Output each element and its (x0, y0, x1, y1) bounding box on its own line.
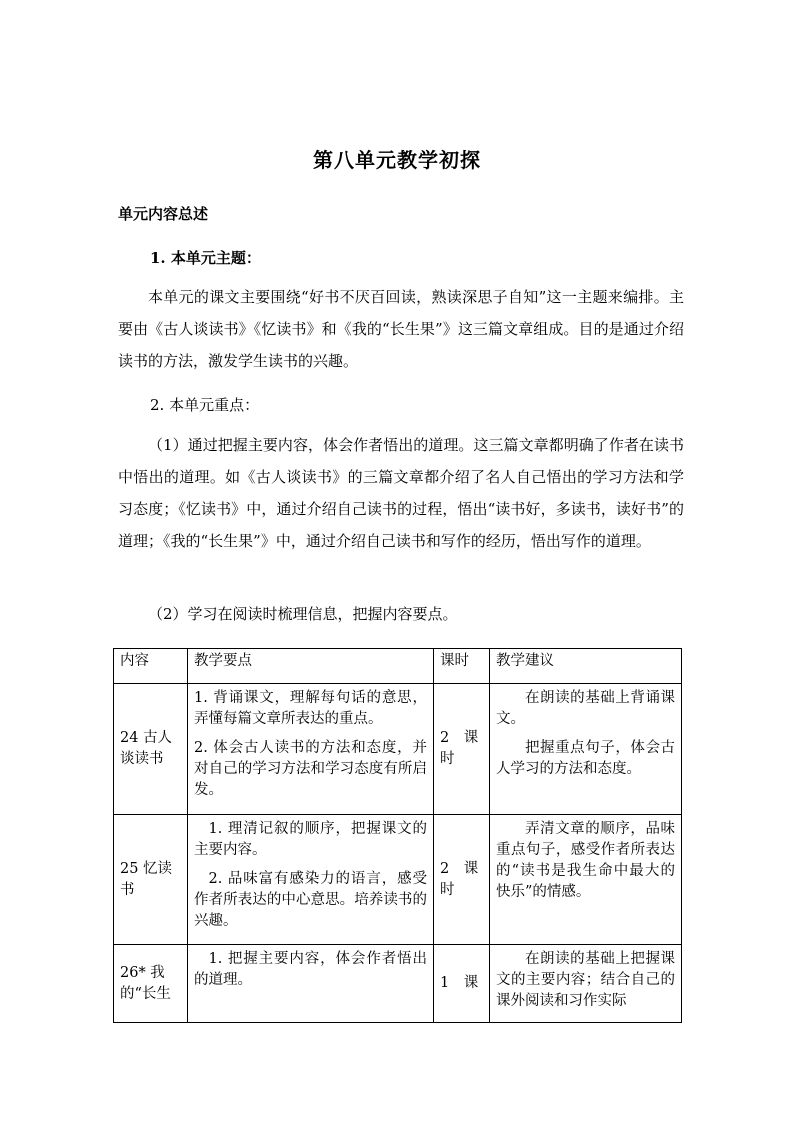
theme-heading: 1. 本单元主题： (150, 249, 261, 267)
row-advice (490, 815, 682, 945)
teaching-plan-table (113, 648, 682, 1023)
point-item: 1. 理清记叙的顺序，把握课文的主要内容。 (194, 821, 427, 858)
table-row (114, 945, 682, 1023)
row-hours: 1 课 (434, 945, 490, 1023)
header-advice: 教学建议 (490, 649, 682, 684)
header-points: 教学要点 (188, 649, 434, 684)
advice-item: 弄清文章的顺序，品味重点句子，感受作者所表达的“读书是我生命中最大的快乐”的情感。 (496, 821, 675, 900)
row-advice (490, 684, 682, 815)
theme-paragraph: 本单元的课文主要围绕“好书不厌百回读，熟读深思子自知”这一主题来编排。主要由《古人谈读书》《忆读书》和《我的“长生果”》这三篇文章组成。目的是通过介绍读书的方法，激发学生读书的兴趣。 (118, 288, 684, 370)
row-points (188, 684, 434, 815)
row-content: 24 古人谈读书 (114, 684, 188, 815)
section-heading: 单元内容总述 (118, 205, 209, 223)
header-content: 内容 (114, 649, 188, 684)
focus-paragraph-2: （2）学习在阅读时梳理信息，把握内容要点。 (148, 605, 458, 623)
table-row (114, 684, 682, 815)
advice-item: 在朗读的基础上把握课文的主要内容；结合自己的课外阅读和习作实际 (496, 951, 675, 1009)
point-item: 1. 把握主要内容，体会作者悟出的道理。 (194, 951, 427, 988)
table-header-row (114, 649, 682, 684)
page-title: 第八单元教学初探 (313, 148, 481, 172)
advice-item: 把握重点句子，体会古人学习的方法和态度。 (496, 740, 675, 777)
point-item: 1. 背诵课文，理解每句话的意思，弄懂每篇文章所表达的重点。 (194, 690, 427, 727)
row-hours: 2 课时 (434, 684, 490, 815)
table-row (114, 815, 682, 945)
row-content: 25 忆读书 (114, 815, 188, 945)
point-item: 2. 体会古人读书的方法和态度，并对自己的学习方法和学习态度有所启发。 (194, 740, 427, 798)
focus-paragraph-1: （1）通过把握主要内容，体会作者悟出的道理。这三篇文章都明确了作者在读书中悟出的道理。如《古人谈读书》的三篇文章都介绍了名人自己悟出的学习方法和学习态度；《忆读书》中，通过介绍自己读书的过程，悟出“读书好，多读书，读好书”的道理；《我的“长生果”》中，通过介绍自己读书和写作的经历，悟出写作的道理。 (118, 436, 684, 550)
row-content: 26* 我的“长生 (114, 945, 188, 1023)
header-hours: 课时 (434, 649, 490, 684)
row-hours: 2 课时 (434, 815, 490, 945)
row-points (188, 815, 434, 945)
focus-heading: 2. 本单元重点： (150, 396, 260, 414)
point-item: 2. 品味富有感染力的语言，感受作者所表达的中心意思。培养读书的兴趣。 (194, 871, 427, 929)
advice-item: 在朗读的基础上背诵课文。 (496, 690, 675, 727)
row-advice (490, 945, 682, 1023)
row-points (188, 945, 434, 1023)
